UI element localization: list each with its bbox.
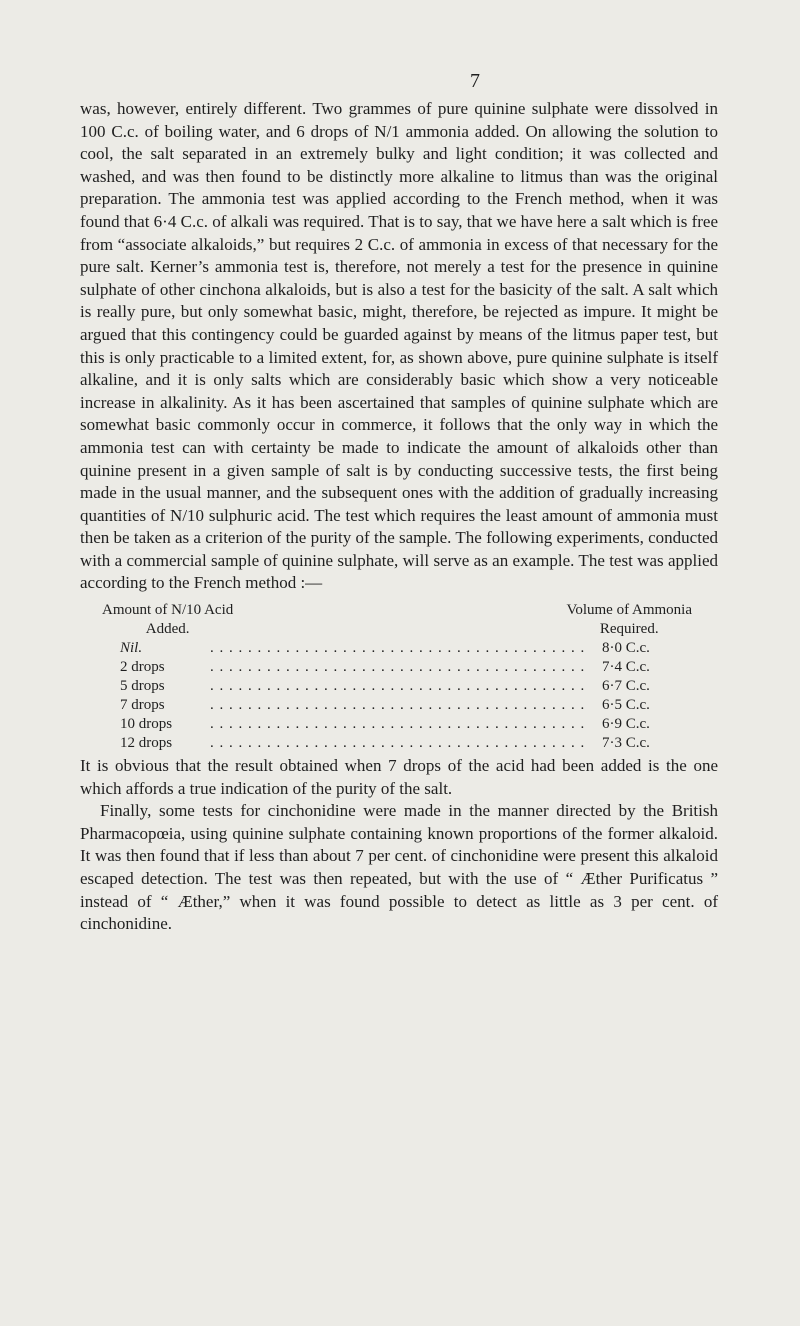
table-row: [80, 677, 718, 696]
leader-dots: [210, 639, 602, 658]
text-column: [80, 98, 718, 936]
table-row: [80, 734, 718, 753]
row-amount: 10 drops: [120, 716, 173, 733]
paragraph-3: Finally, some tests for cinchonidine were made in the manner directed by the British Pharmacopœia, using quinine sulphate containing known proportions of the former alkaloid. It was then found that if less than about 7 per cent. of cinchonidine were present this alkaloid escaped detection. The test was then repeated, but with the use of “ Æther Purificatus ” instead of “ Æther,” when it was found possible to detect as little as 3 per cent. of cinchonidine.: [80, 801, 718, 934]
row-amount: 12 drops: [120, 735, 173, 752]
row-amount: 7 drops: [120, 697, 165, 714]
row-volume: 7·4 C.c.: [602, 659, 650, 676]
header-acid-line2: Added.: [145, 621, 190, 638]
row-volume: 6·9 C.c.: [602, 716, 650, 733]
header-acid-line1: Amount of N/10 Acid: [102, 602, 234, 619]
row-volume: 8·0 C.c.: [602, 640, 650, 657]
header-ammonia-line1: Volume of Ammonia: [566, 602, 692, 619]
table-row: [80, 696, 718, 715]
header-ammonia: [566, 601, 692, 639]
row-amount: 5 drops: [120, 678, 165, 695]
leader-dots: [210, 734, 602, 753]
leader-dots: [210, 715, 602, 734]
page-number: 7: [470, 70, 480, 92]
paragraph-2: It is obvious that the result obtained when 7 drops of the acid had been added is the one which affords a true indication of the purity of the salt.: [80, 756, 718, 798]
table-row: [80, 639, 718, 658]
row-amount: 2 drops: [120, 659, 165, 676]
row-volume: 7·3 C.c.: [602, 735, 650, 752]
row-volume: 6·5 C.c.: [602, 697, 650, 714]
leader-dots: [210, 696, 602, 715]
row-amount: Nil.: [120, 640, 143, 657]
table-header: [80, 601, 718, 639]
header-ammonia-line2: Required.: [599, 621, 659, 638]
table-row: [80, 658, 718, 677]
leader-dots: [210, 658, 602, 677]
row-volume: 6·7 C.c.: [602, 678, 650, 695]
header-acid: [102, 601, 233, 639]
results-table: [80, 601, 718, 753]
paragraph-1: was, however, entirely different. Two grammes of pure quinine sulphate were dissolved in 100 C.c. of boiling water, and 6 drops of N/1 ammonia added. On allowing the solution to cool, the salt separated in an extremely bulky and light condition; it was collected and washed, and was then found to be distinctly more alkaline to litmus than was the original preparation. The ammonia test was applied according to the French method, when it was found that 6·4 C.c. of alkali was required. That is to say, that we have here a salt which is free from “associate alkaloids,” but requires 2 C.c. of ammonia in excess of that necessary for the pure salt. Kerner’s ammonia test is, therefore, not merely a test for the presence in quinine sulphate of other cinchona alkaloids, but is also a test for the basicity of the salt. A salt which is really pure, but only somewhat basic, might, therefore, be rejected as impure. It might be argued that this contingency could be guarded against by means of the litmus paper test, but this is only practicable to a limited extent, for, as shown above, pure quinine sulphate is itself alkaline, and it is only salts which are considerably basic which show a very noticeable increase in alkalinity. As it has been ascertained that samples of quinine sulphate which are somewhat basic commonly occur in commerce, it follows that the only way in which the ammonia test can with certainty be made to indicate the amount of alkaloids other than quinine present in a given sample of salt is by conducting successive tests, the first being made in the usual manner, and the subsequent ones with the addition of gradually increasing quantities of N/10 sulphuric acid. The test which requires the least amount of ammonia must then be taken as a criterion of the purity of the sample. The following experiments, conducted with a commercial sample of quinine sulphate, will serve as an example. The test was applied according to the French method :—: [80, 99, 718, 593]
table-row: [80, 715, 718, 734]
leader-dots: [210, 677, 602, 696]
